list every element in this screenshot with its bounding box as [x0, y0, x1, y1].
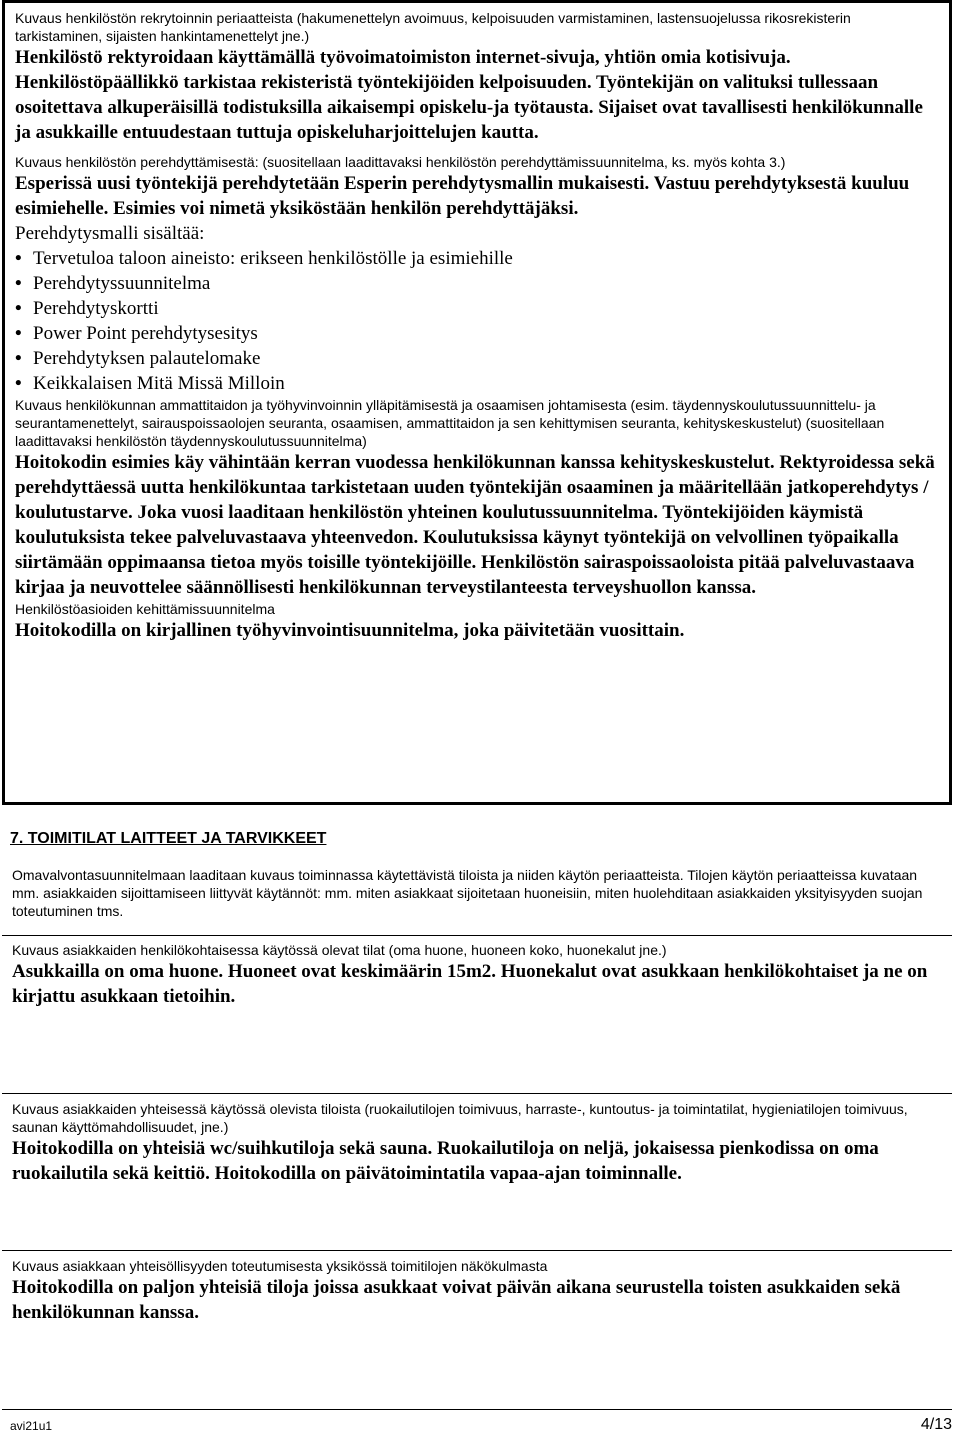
bullet-icon: •	[15, 323, 22, 344]
private-rooms-block	[2, 941, 952, 1009]
page-number: 4/13	[920, 1416, 952, 1433]
competence-answer: Hoitokodin esimies käy vähintään kerran vuodessa henkilökunnan kanssa kehityskeskustelut. Rektyroidessa sekä perehdyttäessä uutta henkilökuntaa tarkistetaan uuden työntekijän osaaminen ja määritellään jatkoperehdytys / koulutustarve. Joka vuosi laaditaan henkilöstön yhteinen koulutussuunnitelma. Työntekijöiden käymistä koulutuksista tekee palveluvastaava yhteenvedon. Koulutuksissa käynyt työntekijä on velvollinen työpaikalla siirtämään oppimaansa tietoa myös toisille työntekijöille. Henkilöstön sairaspoissaoloista pitää palveluvastaava kirjaa ja neuvottelee säännöllisesti henkilökunnan terveystilanteesta terveyshuollon kanssa.	[15, 452, 935, 598]
competence-question: Kuvaus henkilökunnan ammattitaidon ja työhyvinvoinnin ylläpitämisestä ja osaamisen johtamisesta (esim. täydennyskoulutussuunnittelu- ja seurantamenettelyt, sairauspoissaolojen seuranta, osaamisen, ammattitaidon ja sen kehittymisen seuranta, kehityskeskustelut) (suositellaan laadittavaksi henkilöstön täydennyskoulutussuunnitelma)	[15, 397, 885, 449]
development-plan-answer: Hoitokodilla on kirjallinen työhyvinvointisuunnitelma, joka päivitetään vuosittain.	[15, 620, 685, 641]
list-item: • Perehdytyskortti	[15, 298, 159, 319]
shared-rooms-answer: Hoitokodilla on yhteisiä wc/suihkutiloja sekä sauna. Ruokailutiloja on neljä, jokaisessa pienkodissa on oma ruokailutila sekä keittiö. Hoitokodilla on päivätoimintatila vapaa-ajan toiminnalle.	[12, 1138, 879, 1184]
orientation-model-heading: Perehdytysmalli sisältää:	[15, 223, 205, 244]
community-question: Kuvaus asiakkaan yhteisöllisyyden toteutumisesta yksikössä toimitilojen näkökulmasta	[12, 1258, 548, 1274]
private-rooms-question: Kuvaus asiakkaiden henkilökohtaisessa käytössä olevat tilat (oma huone, huoneen koko, huonekalut jne.)	[12, 942, 667, 958]
bullet-icon: •	[15, 273, 22, 294]
divider	[2, 1250, 952, 1251]
list-item: • Keikkalaisen Mitä Missä Milloin	[15, 373, 285, 394]
list-item: • Perehdytyksen palautelomake	[15, 348, 261, 369]
section-7-intro-block	[2, 866, 952, 920]
bullet-icon: •	[15, 298, 22, 319]
recruitment-answer: Henkilöstö rektyroidaan käyttämällä työvoimatoimiston internet-sivuja, yhtiön omia kotisivuja. Henkilöstöpäällikkö tarkistaa rekisteristä työntekijöiden kelpoisuuden. Työntekijän on valituksi tullessaan osoitettava alkuperäisillä todistuksilla aikaisempi opiskelu-ja työtausta. Sijaiset ovat tavallisesti henkilökunnalle ja asukkaille entuudestaan tuttuja opiskeluharjoittelujen kautta.	[15, 47, 923, 143]
divider	[2, 1093, 952, 1094]
orientation-question: Kuvaus henkilöstön perehdyttämisestä: (suositellaan laadittavaksi henkilöstön perehdyttämissuunnitelma, ks. myös kohta 3.)	[15, 154, 786, 170]
footer-divider	[2, 1409, 952, 1410]
section-7-title: 7. TOIMITILAT LAITTEET JA TARVIKKEET	[10, 830, 327, 847]
bullet-icon: •	[15, 348, 22, 369]
divider	[2, 935, 952, 936]
bullet-icon: •	[15, 373, 22, 394]
recruitment-box	[2, 0, 952, 805]
shared-rooms-question: Kuvaus asiakkaiden yhteisessä käytössä olevista tiloista (ruokailutilojen toimivuus, harraste-, kuntoutus- ja toimintatilat, hygieniatilojen toimivuus, saunan käyttömahdollisuudet, jne.)	[12, 1101, 908, 1135]
recruitment-question: Kuvaus henkilöstön rekrytoinnin periaatteista (hakumenettelyn avoimuus, kelpoisuuden varmistaminen, lastensuojelussa rikosrekisterin tarkistaminen, sijaisten hankintamenettelyt jne.)	[15, 10, 851, 44]
community-block	[2, 1257, 952, 1325]
footer-code: avi21u1	[10, 1419, 53, 1433]
list-item: • Perehdytyssuunnitelma	[15, 273, 211, 294]
private-rooms-answer: Asukkailla on oma huone. Huoneet ovat keskimäärin 15m2. Huonekalut ovat asukkaan henkilökohtaiset ja ne on kirjattu asukkaan tietoihin.	[12, 961, 928, 1007]
bullet-icon: •	[15, 248, 22, 269]
list-item: • Tervetuloa taloon aineisto: erikseen henkilöstölle ja esimiehille	[15, 248, 513, 269]
orientation-answer: Esperissä uusi työntekijä perehdytetään Esperin perehdytysmallin mukaisesti. Vastuu perehdytyksestä kuuluu esimiehelle. Esimies voi nimetä yksiköstään henkilön perehdyttäjäksi.	[15, 173, 910, 219]
section-7-intro: Omavalvontasuunnitelmaan laaditaan kuvaus toiminnassa käytettävistä tiloista ja niiden käytön periaatteista. Tilojen käytön periaatteissa kuvataan mm. asiakkaiden sijoittamiseen liittyvät käytännöt: mm. miten asiakkaat sijoitetaan huoneisiin, miten huolehditaan asiakkaiden yksityisyyden suojan toteutuminen tms.	[12, 867, 923, 919]
development-plan-question: Henkilöstöasioiden kehittämissuunnitelma	[15, 601, 275, 617]
community-answer: Hoitokodilla on paljon yhteisiä tiloja joissa asukkaat voivat päivän aikana seurustella toisten asukkaiden sekä henkilökunnan kanssa.	[12, 1277, 901, 1323]
list-item: • Power Point perehdytysesitys	[15, 323, 258, 344]
shared-rooms-block	[2, 1100, 952, 1186]
orientation-model-list	[15, 246, 939, 396]
